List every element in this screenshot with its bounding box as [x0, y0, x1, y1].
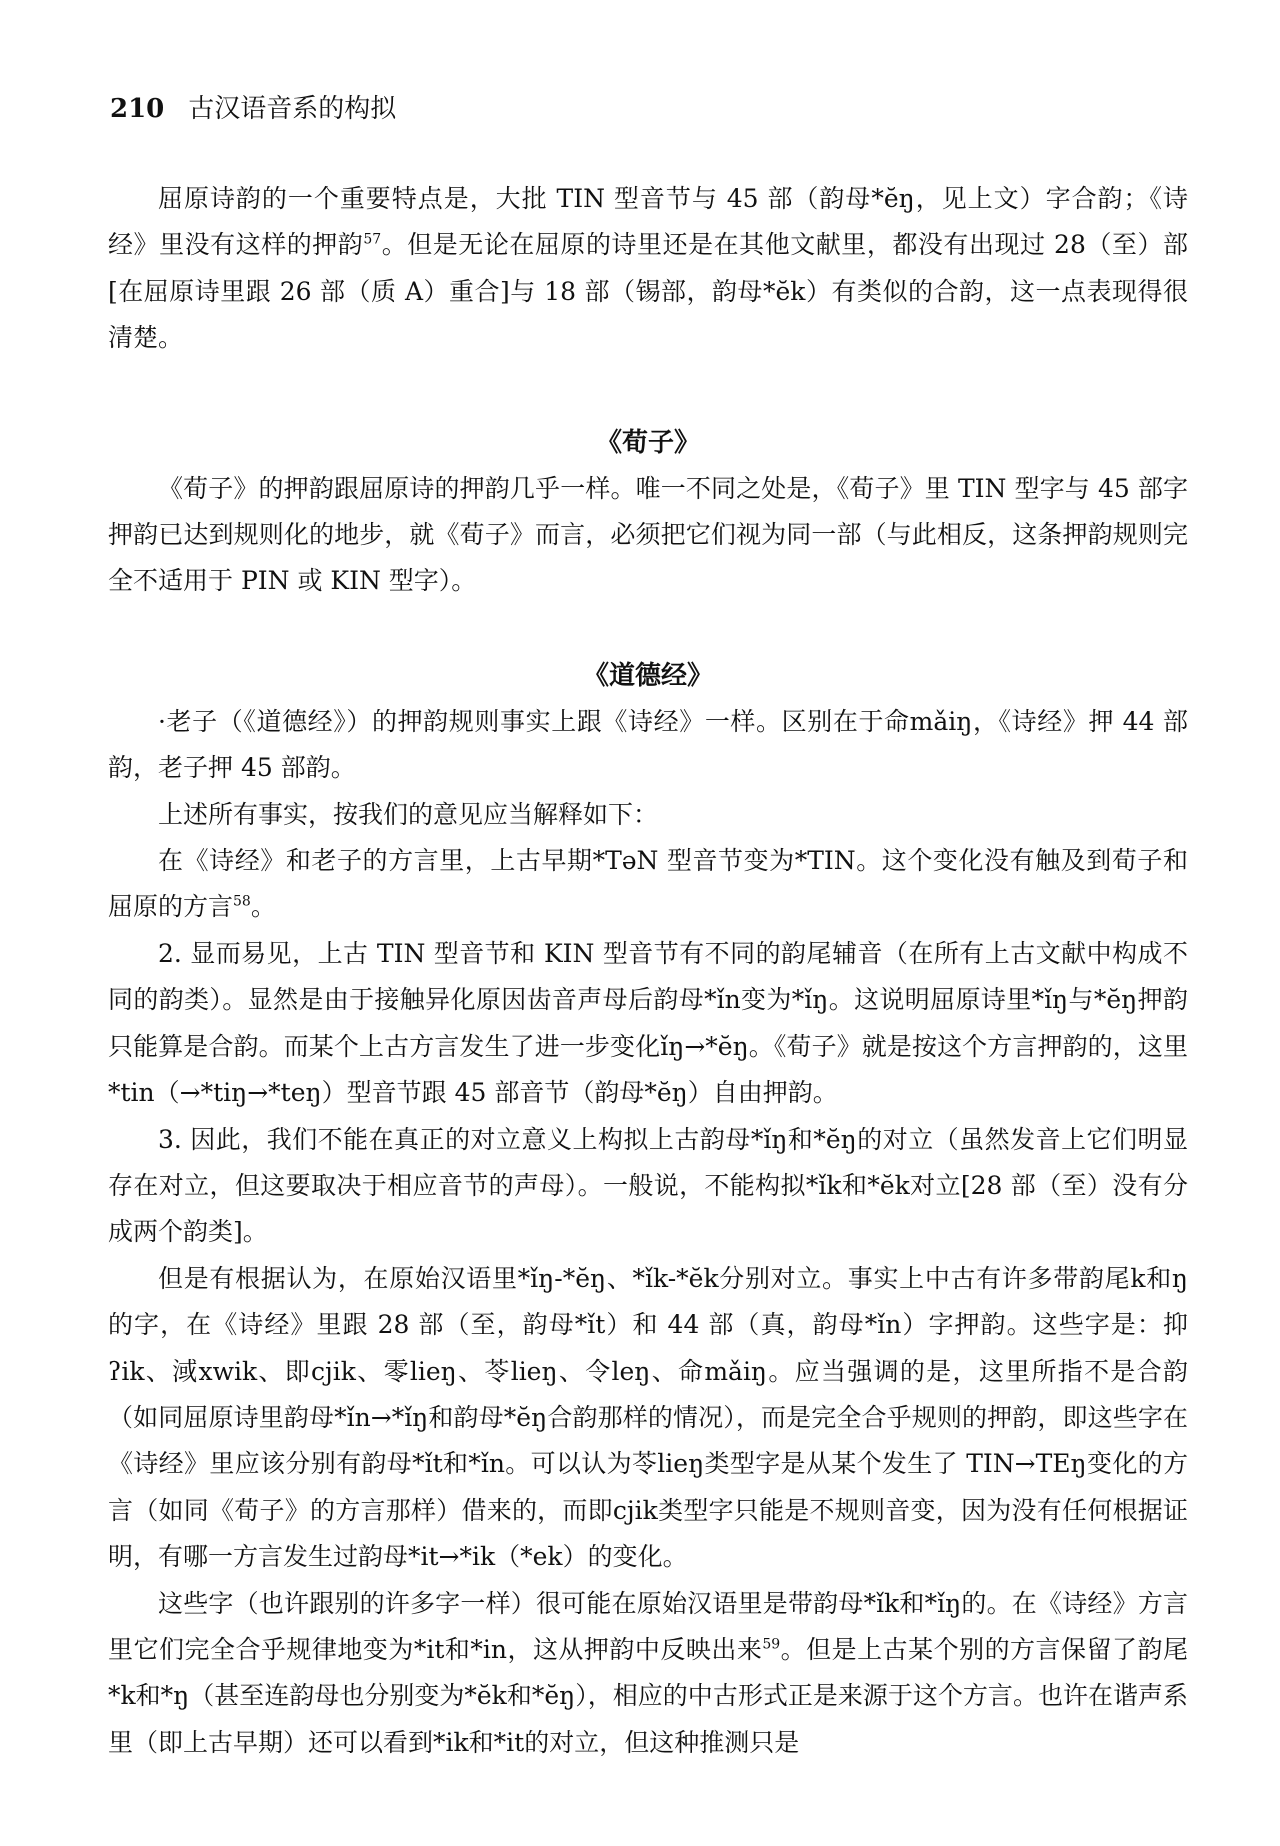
page-number: 210: [110, 94, 165, 124]
paragraph-laozi: ·老子（《道德经》）的押韵规则事实上跟《诗经》一样。区别在于命mǎiŋ，《诗经》押 44 部韵，老子押 45 部韵。: [108, 706, 1188, 783]
text-run: 这些字（也许跟别的许多字一样）很可能在原始汉语里是带韵母*ǐk和*ǐŋ的。在《诗经》方言里它们完全合乎规律地变为*it和*in，这从押韵中反映出来: [108, 1588, 1188, 1664]
text-run: 屈原诗韵的一个重要特点是，大批 TIN 型音节与 45 部（韵母*ĕŋ，见上文）字合韵；《诗经》里没有这样的押韵: [108, 184, 1188, 260]
paragraph-xunzi: 《荀子》的押韵跟屈原诗的押韵几乎一样。唯一不同之处是，《荀子》里 TIN 型字与 45 部字押韵已达到规则化的地步，就《荀子》而言，必须把它们视为同一部（与此相反，这条押韵规则完全不适用于 PIN 或 KIN 型字）。: [108, 473, 1188, 596]
section-title-xunzi: 《荀子》: [595, 427, 700, 458]
paragraph-qu-yuan-rhymes: [108, 176, 1188, 362]
text-run: 。但是无论在屈原的诗里还是在其他文献里，都没有出现过 28（至）部[在屈原诗里跟 26 部（质 A）重合]与 18 部（锡部，韵母*ĕk）有类似的合韵，这一点表现得很清楚。: [108, 230, 1188, 353]
paragraph-dialects: [108, 1581, 1188, 1767]
spacer: [108, 362, 1188, 420]
text-run: 在《诗经》和老子的方言里，上古早期*TəN 型音节变为*TIN。这个变化没有触及到荀子和屈原的方言: [108, 846, 1188, 922]
paragraph-explanation-intro: 上述所有事实，按我们的意见应当解释如下：: [158, 799, 659, 829]
footnote-ref-57: 57: [363, 232, 382, 249]
running-head: [110, 92, 396, 126]
spacer: [108, 605, 1188, 653]
text-run: 。: [250, 892, 276, 922]
book-title: 古汉语音系的构拟: [188, 94, 397, 124]
paragraph-proto-chinese: 但是有根据认为，在原始汉语里*ǐŋ-*ĕŋ、*ǐk-*ĕk分别对立。事实上中古有许多带韵尾k和ŋ的字，在《诗经》里跟 28 部（至，韵母*ǐt）和 44 部（真，韵母*ǐn）字押韵。这些字是：抑ʔik、淢xwik、即cjik、零lieŋ、苓lieŋ、令leŋ、命mǎiŋ。应当强调的是，这里所指不是合韵（如同屈原诗里韵母*ǐn→*ǐŋ和韵母*ĕŋ合韵那样的情况），而是完全合乎规则的押韵，即这些字在《诗经》里应该分别有韵母*ǐt和*ǐn。可以认为苓lieŋ类型字是从某个发生了 TIN→TEŋ变化的方言（如同《荀子》的方言那样）借来的，而即cjik类型字只能是不规则音变，因为没有任何根据证明，有哪一方言发生过韵母*it→*ik（*ek）的变化。: [108, 1263, 1188, 1572]
footnote-ref-59: 59: [762, 1636, 781, 1653]
footnote-ref-58: 58: [233, 894, 251, 911]
text-run: 。但是上古某个别的方言保留了韵尾*k和*ŋ（甚至连韵母也分别变为*ĕk和*ĕŋ），相应的中古形式正是来源于这个方言。也许在谐声系里（即上古早期）还可以看到*ik和*it的对立，但这种推测只是: [108, 1634, 1188, 1757]
paragraph-point-3: 3. 因此，我们不能在真正的对立意义上构拟上古韵母*ǐŋ和*ĕŋ的对立（虽然发音上它们明显存在对立，但这要取决于相应音节的声母）。一般说，不能构拟*ǐk和*ĕk对立[28 部（至）没有分成两个韵类]。: [108, 1124, 1188, 1247]
paragraph-point-2: 2. 显而易见，上古 TIN 型音节和 KIN 型音节有不同的韵尾辅音（在所有上古文献中构成不同的韵类）。显然是由于接触异化原因齿音声母后韵母*ǐn变为*ǐŋ。这说明屈原诗里*ǐŋ与*ĕŋ押韵只能算是合韵。而某个上古方言发生了进一步变化ǐŋ→*ĕŋ。《荀子》就是按这个方言押韵的，这里*tin（→*tiŋ→*teŋ）型音节跟 45 部音节（韵母*ĕŋ）自由押韵。: [108, 938, 1188, 1108]
paragraph-point-1: [108, 838, 1188, 931]
body-text: [108, 176, 1188, 1766]
section-title-daodejing: 《道德经》: [582, 660, 713, 691]
